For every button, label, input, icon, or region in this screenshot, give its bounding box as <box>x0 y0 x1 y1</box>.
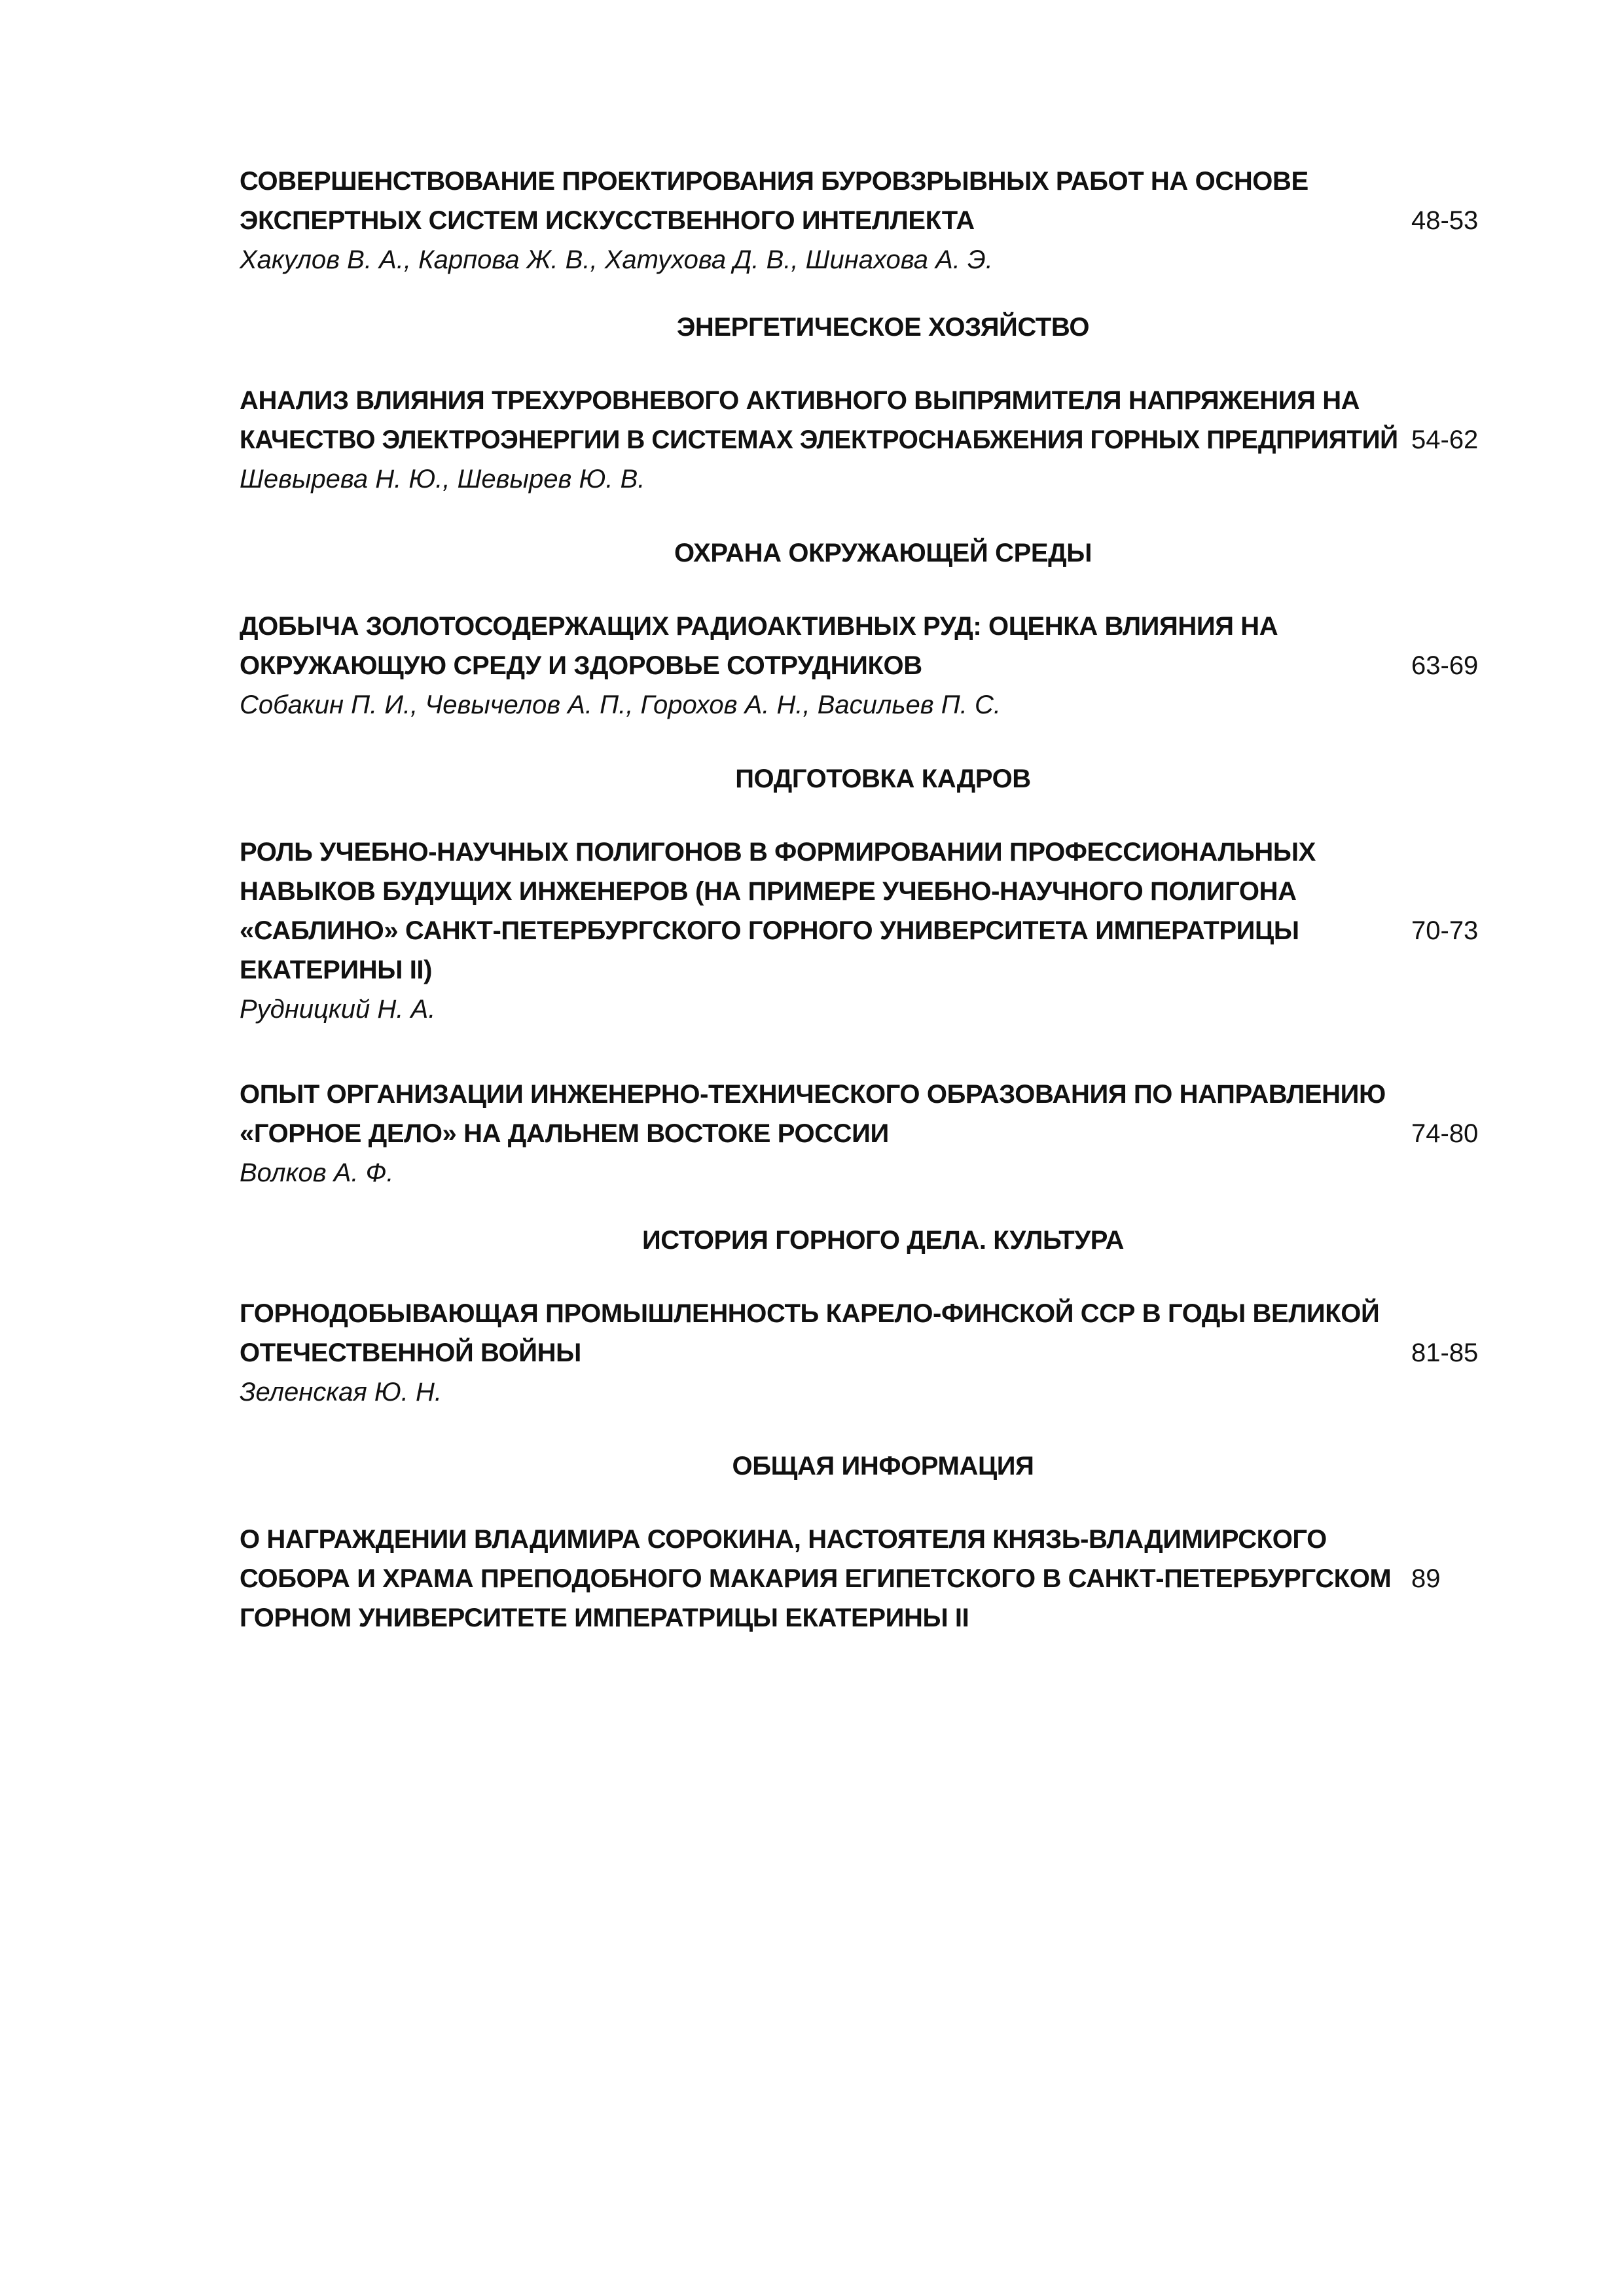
article-pages: 81-85 <box>1411 1338 1479 1367</box>
article-title-line: ОПЫТ ОРГАНИЗАЦИИ ИНЖЕНЕРНО-ТЕХНИЧЕСКОГО ОБРАЗОВАНИЯ ПО НАПРАВЛЕНИЮ <box>240 1080 1386 1109</box>
article-title-line: НАВЫКОВ БУДУЩИХ ИНЖЕНЕРОВ (НА ПРИМЕРЕ УЧЕБНО-НАУЧНОГО ПОЛИГОНА <box>240 877 1297 906</box>
article-title-line: ЭКСПЕРТНЫХ СИСТЕМ ИСКУССТВЕННОГО ИНТЕЛЛЕКТА <box>240 206 975 235</box>
article-title-line: РОЛЬ УЧЕБНО-НАУЧНЫХ ПОЛИГОНОВ В ФОРМИРОВАНИИ ПРОФЕССИОНАЛЬНЫХ <box>240 838 1316 867</box>
section-heading: ОБЩАЯ ИНФОРМАЦИЯ <box>732 1452 1034 1480</box>
article-title-line: О НАГРАЖДЕНИИ ВЛАДИМИРА СОРОКИНА, НАСТОЯТЕЛЯ КНЯЗЬ-ВЛАДИМИРСКОГО <box>240 1525 1327 1554</box>
article-authors: Шевырева Н. Ю., Шевырев Ю. В. <box>240 465 645 493</box>
article-authors: Хакулов В. А., Карпова Ж. В., Хатухова Д. В., Шинахова А. Э. <box>240 245 993 274</box>
article-title-line: ДОБЫЧА ЗОЛОТОСОДЕРЖАЩИХ РАДИОАКТИВНЫХ РУД: ОЦЕНКА ВЛИЯНИЯ НА <box>240 612 1278 641</box>
toc-entry <box>240 833 1483 1029</box>
section-heading: ЭНЕРГЕТИЧЕСКОЕ ХОЗЯЙСТВО <box>676 313 1090 342</box>
article-title-line: ОКРУЖАЮЩУЮ СРЕДУ И ЗДОРОВЬЕ СОТРУДНИКОВ <box>240 651 922 680</box>
article-title-line: АНАЛИЗ ВЛИЯНИЯ ТРЕХУРОВНЕВОГО АКТИВНОГО ВЫПРЯМИТЕЛЯ НАПРЯЖЕНИЯ НА <box>240 386 1360 415</box>
article-authors: Волков А. Ф. <box>240 1158 394 1187</box>
article-authors: Собакин П. И., Чевычелов А. П., Горохов А. Н., Васильев П. С. <box>240 691 1001 719</box>
toc-entry <box>240 1520 1483 1638</box>
section-heading: ОХРАНА ОКРУЖАЮЩЕЙ СРЕДЫ <box>674 539 1092 567</box>
article-title-line: ЕКАТЕРИНЫ II) <box>240 956 433 984</box>
article-pages: 74-80 <box>1411 1119 1479 1148</box>
article-title-line: ГОРНОМ УНИВЕРСИТЕТЕ ИМПЕРАТРИЦЫ ЕКАТЕРИНЫ II <box>240 1604 969 1632</box>
article-pages: 54-62 <box>1411 425 1479 454</box>
article-title-line: ГОРНОДОБЫВАЮЩАЯ ПРОМЫШЛЕННОСТЬ КАРЕЛО-ФИНСКОЙ ССР В ГОДЫ ВЕЛИКОЙ <box>240 1299 1380 1328</box>
article-authors: Рудницкий Н. А. <box>240 995 436 1024</box>
article-title-line: СОВЕРШЕНСТВОВАНИЕ ПРОЕКТИРОВАНИЯ БУРОВЗРЫВНЫХ РАБОТ НА ОСНОВЕ <box>240 167 1308 196</box>
article-pages: 89 <box>1411 1564 1441 1593</box>
toc-entry <box>240 162 1483 279</box>
article-pages: 48-53 <box>1411 206 1479 235</box>
article-title-line: СОБОРА И ХРАМА ПРЕПОДОБНОГО МАКАРИЯ ЕГИПЕТСКОГО В САНКТ-ПЕТЕРБУРГСКОМ <box>240 1564 1392 1593</box>
article-title-line: КАЧЕСТВО ЭЛЕКТРОЭНЕРГИИ В СИСТЕМАХ ЭЛЕКТРОСНАБЖЕНИЯ ГОРНЫХ ПРЕДПРИЯТИЙ <box>240 425 1398 454</box>
article-authors: Зеленская Ю. Н. <box>240 1378 442 1407</box>
section-heading: ПОДГОТОВКА КАДРОВ <box>735 764 1031 793</box>
article-pages: 70-73 <box>1411 916 1479 945</box>
toc-entry <box>240 381 1483 499</box>
article-pages: 63-69 <box>1411 651 1479 680</box>
toc-entry <box>240 1294 1483 1412</box>
toc-entry <box>240 607 1483 725</box>
article-title-line: ОТЕЧЕСТВЕННОЙ ВОЙНЫ <box>240 1338 581 1367</box>
toc-entry <box>240 1075 1483 1193</box>
article-title-line: «ГОРНОЕ ДЕЛО» НА ДАЛЬНЕМ ВОСТОКЕ РОССИИ <box>240 1119 889 1148</box>
section-heading: ИСТОРИЯ ГОРНОГО ДЕЛА. КУЛЬТУРА <box>641 1226 1125 1255</box>
article-title-line: «САБЛИНО» САНКТ-ПЕТЕРБУРГСКОГО ГОРНОГО УНИВЕРСИТЕТА ИМПЕРАТРИЦЫ <box>240 916 1299 945</box>
